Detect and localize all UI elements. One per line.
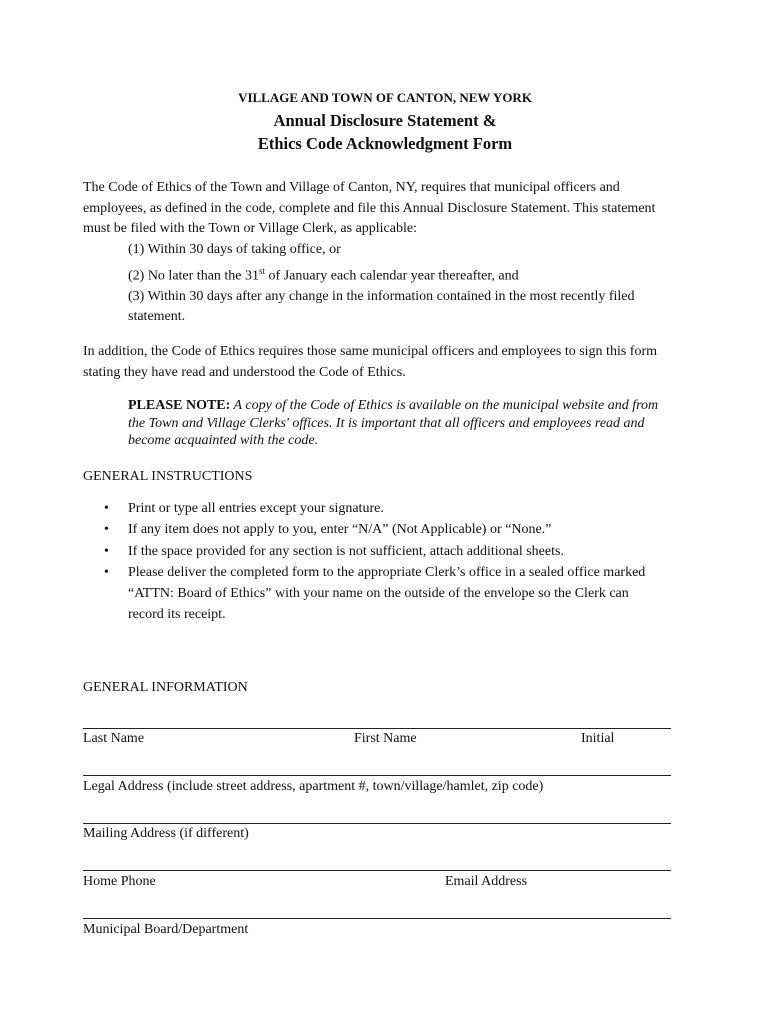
deadline-item-1: (1) Within 30 days of taking office, or (128, 242, 341, 257)
please-note-text: A copy of the Code of Ethics is available on the municipal website and from the Town and Village Clerks' offices. It is important that all officers and employees read and become acquainted with the code. (128, 398, 659, 448)
instruction-text: If the space provided for any section is not sufficient, attach additional sheets. (128, 543, 564, 559)
last-name-label: Last Name (83, 731, 145, 746)
please-note-block (128, 397, 668, 450)
legal-address-label: Legal Address (include street address, apartment #, town/village/hamlet, zip code) (83, 779, 544, 794)
instruction-text: Print or type all entries except your signature. (128, 501, 384, 516)
instruction-item (104, 519, 664, 540)
first-name-label: First Name (354, 731, 417, 746)
filing-deadlines-list (128, 240, 678, 328)
deadline-item-2-sup: st (259, 265, 266, 276)
instruction-text: Please deliver the completed form to the appropriate Clerk’s office in a sealed office marked “ATTN: Board of Ethics” with your name on the outside of the envelope so the Clerk can record its receipt. (128, 564, 646, 623)
instruction-text: If any item does not apply to you, enter “N/A” (Not Applicable) or “None.” (128, 522, 552, 538)
bullet-icon: • (104, 543, 109, 559)
deadline-item-3: (3) Within 30 days after any change in the information contained in the most recently filed statement. (128, 288, 635, 325)
contact-fill-line[interactable] (83, 870, 671, 871)
mailing-address-label: Mailing Address (if different) (83, 826, 249, 841)
name-fill-line[interactable] (83, 728, 671, 729)
general-information-heading: GENERAL INFORMATION (83, 680, 248, 695)
email-address-label: Email Address (445, 874, 528, 889)
form-title-line-1: Annual Disclosure Statement & (273, 111, 497, 130)
addition-paragraph: In addition, the Code of Ethics requires those same municipal officers and employees to sign this form stating they have read and understood the Code of Ethics. (83, 344, 657, 380)
home-phone-label: Home Phone (83, 874, 156, 889)
form-title-line-2: Ethics Code Acknowledgment Form (257, 134, 513, 153)
municipal-board-label: Municipal Board/Department (83, 922, 249, 937)
initial-label: Initial (581, 731, 615, 746)
instruction-item (104, 498, 664, 519)
general-instructions-heading: GENERAL INSTRUCTIONS (83, 469, 253, 484)
please-note-label: PLEASE NOTE: (128, 398, 231, 413)
bullet-icon: • (104, 522, 109, 538)
deadline-item-2 (128, 261, 678, 287)
instructions-list (104, 498, 664, 626)
bullet-icon: • (104, 564, 109, 580)
municipality-heading: VILLAGE AND TOWN OF CANTON, NEW YORK (238, 90, 532, 105)
instruction-item (104, 562, 664, 626)
bullet-icon: • (104, 501, 109, 516)
legal-address-fill-line[interactable] (83, 775, 671, 776)
intro-paragraph: The Code of Ethics of the Town and Village of Canton, NY, requires that municipal officers and employees, as defined in the code, complete and file this Annual Disclosure Statement. This statement must be filed with the Town or Village Clerk, as applicable: (83, 180, 656, 237)
deadline-item-2-pre: (2) No later than the 31 (128, 268, 260, 284)
municipal-board-fill-line[interactable] (83, 918, 671, 919)
mailing-address-fill-line[interactable] (83, 823, 671, 824)
instruction-item (104, 541, 664, 562)
deadline-item-2-post: of January each calendar year thereafter, and (265, 268, 519, 284)
